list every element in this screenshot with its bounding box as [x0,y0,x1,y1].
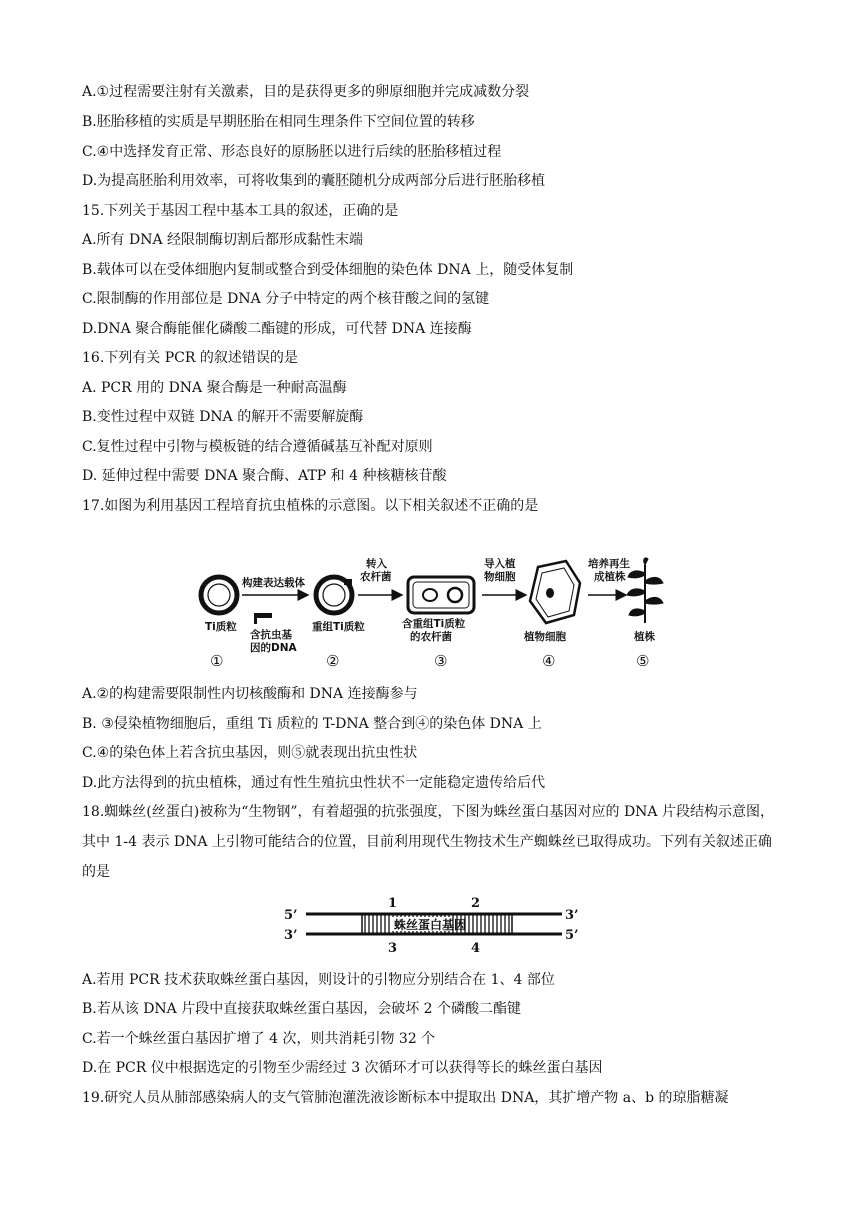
q19-stem: 19.研究人员从肺部感染病人的支气管肺泡灌洗液诊断标本中提取出 DNA，其扩增产物 a、b 的琼脂糖凝 [82,1090,729,1106]
step-3-label: ③ [434,652,448,670]
q14-option-c: C.④中选择发育正常、形态良好的原肠胚以进行后续的胚胎移植过程 [82,144,502,160]
q18-option-c: C.若一个蛛丝蛋白基因扩增了 4 次，则共消耗引物 32 个 [82,1031,436,1047]
top-3-prime-end: 3’ [565,908,579,923]
arrow-4-label-line1: 培养再生 [588,558,630,570]
q17-option-b: B. ③侵染植物细胞后，重组 Ti 质粒的 T-DNA 整合到④的染色体 DNA 上 [82,716,542,732]
arrow-2-label-line1: 转入 [366,558,387,570]
primer-position-2: 2 [471,896,481,911]
spider-silk-gene-dna-diagram [280,894,580,954]
q18-option-d: D.在 PCR 仪中根据选定的引物至少需经过 3 次循环才可以获得等长的蛛丝蛋白基因 [82,1060,603,1076]
agrobacterium-icon [408,577,474,613]
gene-dna-label-line2: 因的DNA [250,642,297,654]
arrow-3-label-line1: 导入植 [484,558,516,570]
step-5-label: ⑤ [636,652,650,670]
step-4-label: ④ [542,652,556,670]
q18-stem: 18.蜘蛛丝(丝蛋白)被称为“生物钢”，有着超强的抗张强度，下图为蛛丝蛋白基因对应的 DNA 片段结构示意图，其中 1-4 表示 DNA 上引物可能结合的位置，目前利用现代生物技术生产蜘蛛丝已取得成功。下列有关叙述正确的是 [82,804,774,880]
q17-stem: 17.如图为利用基因工程培育抗虫植株的示意图。以下相关叙述不正确的是 [82,498,539,514]
q16-option-a: A. PCR 用的 DNA 聚合酶是一种耐高温酶 [82,380,347,396]
q14-option-a: A.①过程需要注射有关激素，目的是获得更多的卵原细胞并完成减数分裂 [82,84,530,100]
plant-icon [627,558,663,623]
gene-label: 蛛丝蛋白基因 [394,918,467,932]
q18-option-a: A.若用 PCR 技术获取蛛丝蛋白基因，则设计的引物应分别结合在 1、4 部位 [82,972,555,988]
ti-plasmid-icon [201,577,237,613]
q16-stem: 16.下列有关 PCR 的叙述错误的是 [82,350,298,366]
q16-option-d: D. 延伸过程中需要 DNA 聚合酶、ATP 和 4 种核糖核苷酸 [82,468,447,484]
gene-dna-label-line1: 含抗虫基 [250,629,292,641]
plant-cell-icon [530,561,580,623]
q16-option-b: B.变性过程中双链 DNA 的解开不需要解旋酶 [82,409,364,425]
q15-option-a: A.所有 DNA 经限制酶切割后都形成黏性末端 [82,232,364,248]
ti-plasmid-label: Ti质粒 [205,621,237,633]
q17-option-d: D.此方法得到的抗虫植株，通过有性生殖抗虫性状不一定能稳定遗传给后代 [82,775,546,791]
q15-option-c: C.限制酶的作用部位是 DNA 分子中特定的两个核苷酸之间的氢键 [82,291,490,307]
step-2-label: ② [326,652,340,670]
primer-position-1: 1 [388,896,398,911]
arrow-4-label-line2: 成植株 [594,571,626,583]
q17-option-a: A.②的构建需要限制性内切核酸酶和 DNA 连接酶参与 [82,686,418,702]
arrow-3-label-line2: 物细胞 [484,571,516,583]
anti-insect-gene-dna-icon [254,613,272,624]
q16-option-c: C.复性过程中引物与模板链的结合遵循碱基互补配对原则 [82,439,433,455]
q18-option-b: B.若从该 DNA 片段中直接获取蛛丝蛋白基因，会破坏 2 个磷酸二酯键 [82,1001,522,1017]
recombinant-plasmid-label: 重组Ti质粒 [312,621,365,633]
arrow-2-label-line2: 农杆菌 [360,571,392,583]
bottom-3-prime-end: 3’ [284,928,298,943]
q15-option-b: B.载体可以在受体细胞内复制或整合到受体细胞的染色体 DNA 上，随受体复制 [82,262,574,278]
transgenic-plant-diagram [190,553,670,673]
q14-option-d: D.为提高胚胎利用效率，可将收集到的囊胚随机分成两部分后进行胚胎移植 [82,173,546,189]
agrobacterium-label-line1: 含重组Ti质粒 [402,618,466,630]
recombinant-ti-plasmid-icon [316,577,352,613]
top-5-prime-end: 5’ [284,908,298,923]
q15-option-d: D.DNA 聚合酶能催化磷酸二酯键的形成，可代替 DNA 连接酶 [82,321,472,337]
plant-cell-label: 植物细胞 [524,631,566,643]
agrobacterium-label-line2: 的农杆菌 [410,631,452,643]
primer-position-4: 4 [471,941,481,954]
plant-label: 植株 [634,631,655,643]
bottom-5-prime-end: 5’ [565,928,579,943]
q14-option-b: B.胚胎移植的实质是早期胚胎在相同生理条件下空间位置的转移 [82,114,475,130]
q15-stem: 15.下列关于基因工程中基本工具的叙述，正确的是 [82,203,399,219]
primer-position-3: 3 [388,941,398,954]
q17-option-c: C.④的染色体上若含抗虫基因，则⑤就表现出抗虫性状 [82,745,418,761]
arrow-1-label: 构建表达载体 [242,577,305,589]
step-1-label: ① [210,652,224,670]
